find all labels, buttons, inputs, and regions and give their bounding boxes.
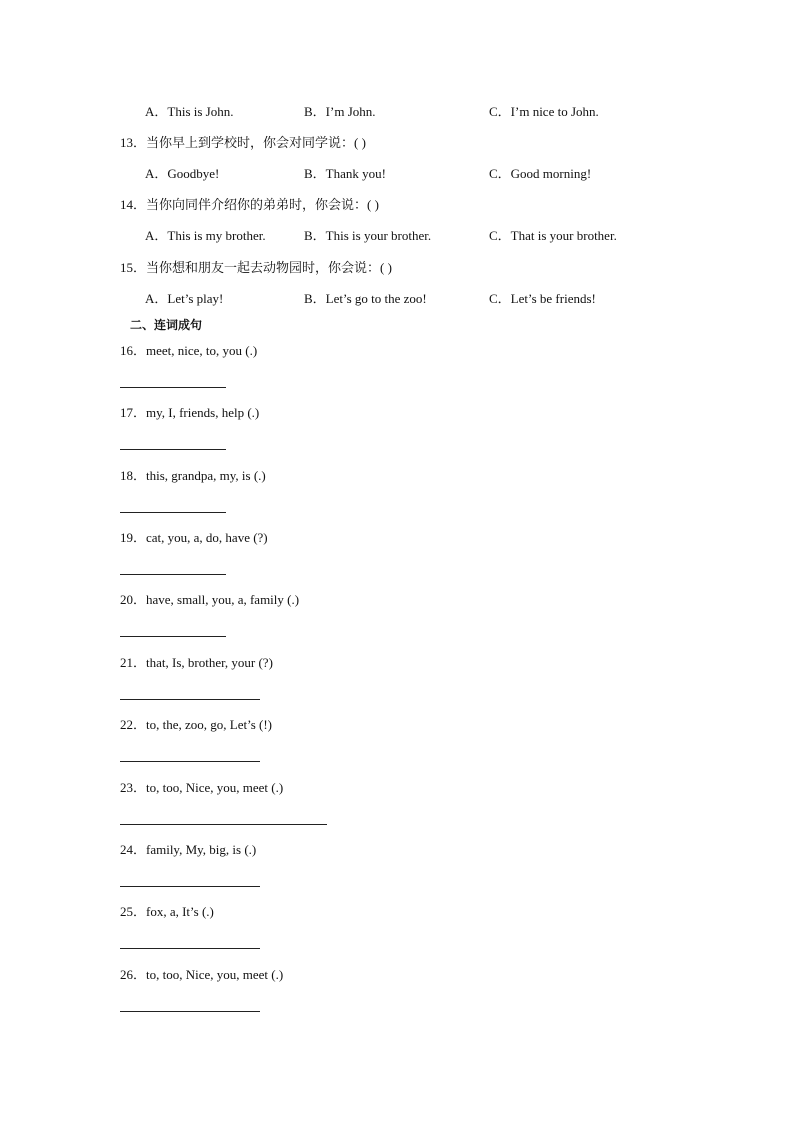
question-13: 13．当你早上到学校时，你会对同学说：( ) — [120, 135, 366, 150]
answer-line-16[interactable] — [120, 387, 226, 388]
q13-option-a: A．Goodbye! — [145, 166, 220, 181]
sentence-item-23: 23．to, too, Nice, you, meet (.) — [120, 780, 284, 795]
sentence-item-16: 16．meet, nice, to, you (.) — [120, 343, 258, 358]
answer-line-23[interactable] — [120, 824, 327, 825]
q12-option-b: B．I’m John. — [304, 104, 376, 119]
sentence-item-19: 19．cat, you, a, do, have (?) — [120, 530, 268, 545]
q13-option-b: B．Thank you! — [304, 166, 386, 181]
answer-line-22[interactable] — [120, 761, 260, 762]
q13-option-c: C．Good morning! — [489, 166, 592, 181]
sentence-item-20: 20．have, small, you, a, family (.) — [120, 592, 300, 607]
question-14: 14．当你向同伴介绍你的弟弟时，你会说：( ) — [120, 197, 379, 212]
q15-option-c: C．Let’s be friends! — [489, 291, 596, 306]
answer-line-19[interactable] — [120, 574, 226, 575]
answer-line-26[interactable] — [120, 1011, 260, 1012]
sentence-item-17: 17．my, I, friends, help (.) — [120, 405, 260, 420]
answer-line-24[interactable] — [120, 886, 260, 887]
q14-option-c: C．That is your brother. — [489, 228, 617, 243]
q14-option-a: A．This is my brother. — [145, 228, 266, 243]
answer-line-21[interactable] — [120, 699, 260, 700]
q15-option-a: A．Let’s play! — [145, 291, 224, 306]
q12-option-a: A．This is John. — [145, 104, 234, 119]
sentence-item-25: 25．fox, a, It’s (.) — [120, 904, 214, 919]
section-title-sentence-building: 二、连词成句 — [130, 318, 203, 332]
answer-line-18[interactable] — [120, 512, 226, 513]
q14-option-b: B．This is your brother. — [304, 228, 432, 243]
sentence-item-26: 26．to, too, Nice, you, meet (.) — [120, 967, 284, 982]
answer-line-25[interactable] — [120, 948, 260, 949]
question-15: 15．当你想和朋友一起去动物园时，你会说：( ) — [120, 260, 392, 275]
sentence-item-21: 21．that, Is, brother, your (?) — [120, 655, 273, 670]
answer-line-20[interactable] — [120, 636, 226, 637]
answer-line-17[interactable] — [120, 449, 226, 450]
sentence-item-24: 24．family, My, big, is (.) — [120, 842, 257, 857]
q12-option-c: C．I’m nice to John. — [489, 104, 599, 119]
sentence-item-18: 18．this, grandpa, my, is (.) — [120, 468, 266, 483]
q15-option-b: B．Let’s go to the zoo! — [304, 291, 427, 306]
sentence-item-22: 22．to, the, zoo, go, Let’s (!) — [120, 717, 272, 732]
